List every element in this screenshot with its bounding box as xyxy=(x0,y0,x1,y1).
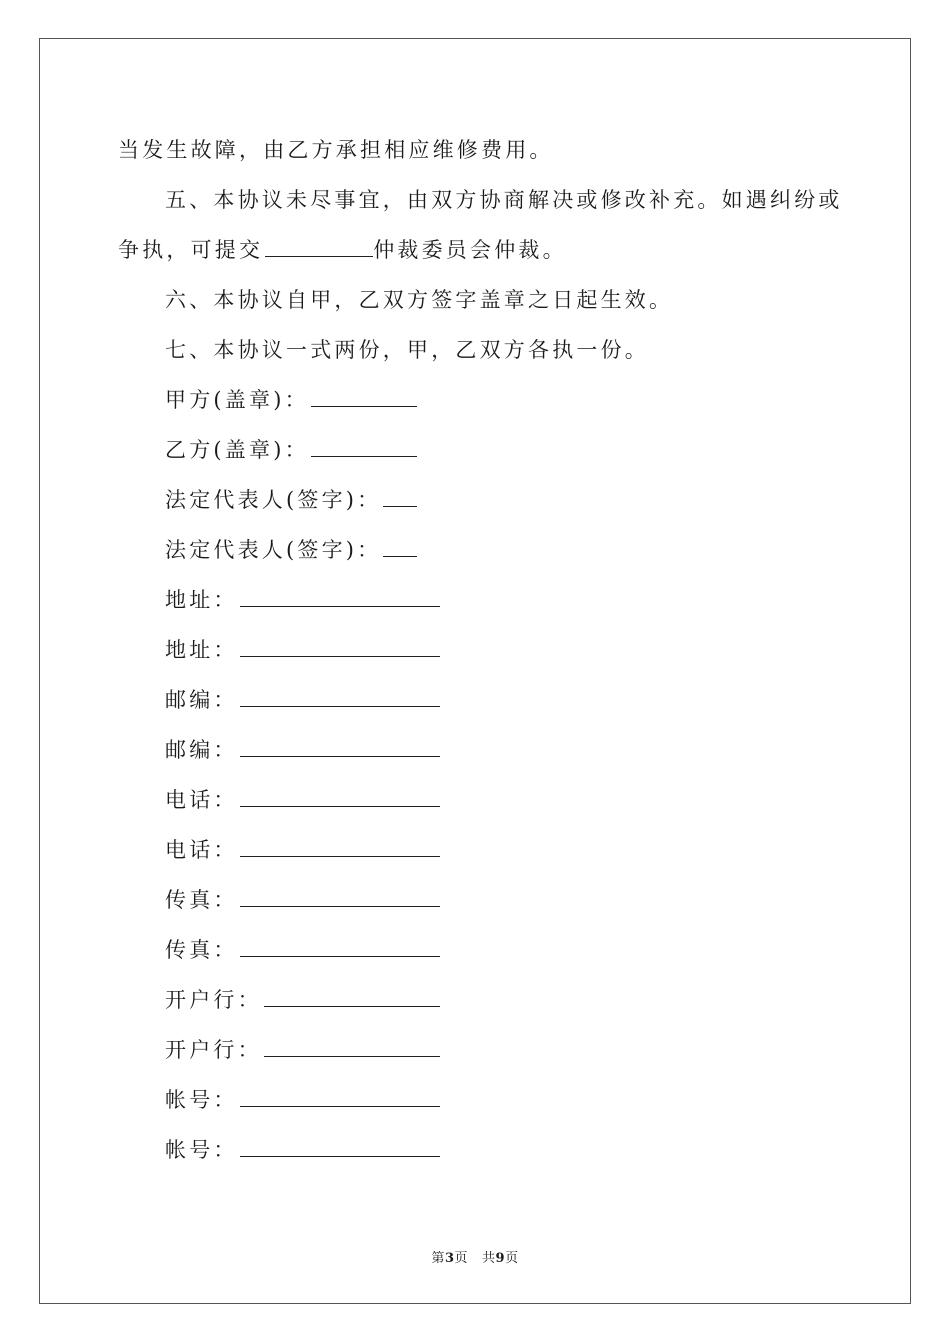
field-label: 地址： xyxy=(165,588,238,612)
field-blank[interactable] xyxy=(311,386,417,407)
paragraph-6-text: 六、本协议自甲，乙双方签字盖章之日起生效。 xyxy=(165,288,674,312)
field-blank[interactable] xyxy=(311,436,417,457)
field-label: 法定代表人(签字)： xyxy=(165,538,382,562)
field-blank[interactable] xyxy=(240,636,440,657)
field-label: 电话： xyxy=(165,838,238,862)
field-label: 传真： xyxy=(165,938,238,962)
field-label: 邮编： xyxy=(165,738,238,762)
field-address-a xyxy=(165,586,440,614)
paragraph-1-text: 当发生故障，由乙方承担相应维修费用。 xyxy=(118,138,554,162)
paragraph-5-line-2 xyxy=(118,236,567,264)
field-blank[interactable] xyxy=(264,1036,440,1057)
page-suffix: 页 xyxy=(454,1251,468,1266)
field-blank[interactable] xyxy=(240,836,440,857)
field-phone-b xyxy=(165,836,440,864)
paragraph-5-text: 五、本协议未尽事宜，由双方协商解决或修改补充。如遇纠纷或 xyxy=(165,188,843,212)
field-account-b xyxy=(165,1136,440,1164)
paragraph-5-pre-text: 争执，可提交 xyxy=(118,238,264,262)
paragraph-5-post-text: 仲裁委员会仲裁。 xyxy=(373,238,567,262)
field-postcode-b xyxy=(165,736,440,764)
arbitration-blank[interactable] xyxy=(265,236,373,257)
field-blank[interactable] xyxy=(240,1136,440,1157)
page-total: 9 xyxy=(495,1251,506,1266)
field-label: 帐号： xyxy=(165,1138,238,1162)
field-postcode-a xyxy=(165,686,440,714)
field-label: 开户行： xyxy=(165,988,262,1012)
field-label: 邮编： xyxy=(165,688,238,712)
field-fax-a xyxy=(165,886,440,914)
field-blank[interactable] xyxy=(240,786,440,807)
field-bank-a xyxy=(165,986,440,1014)
field-account-a xyxy=(165,1086,440,1114)
field-fax-b xyxy=(165,936,440,964)
page-current: 3 xyxy=(444,1251,455,1266)
field-blank[interactable] xyxy=(383,486,417,507)
field-label: 电话： xyxy=(165,788,238,812)
paragraph-6 xyxy=(165,286,673,314)
field-label: 法定代表人(签字)： xyxy=(165,488,382,512)
field-legal-rep-a xyxy=(165,486,417,514)
paragraph-1 xyxy=(118,136,554,164)
total-prefix: 共 xyxy=(482,1251,496,1266)
field-legal-rep-b xyxy=(165,536,417,564)
field-address-b xyxy=(165,636,440,664)
field-blank[interactable] xyxy=(240,886,440,907)
field-label: 传真： xyxy=(165,888,238,912)
page-border xyxy=(39,38,911,1304)
paragraph-7 xyxy=(165,336,649,364)
paragraph-7-text: 七、本协议一式两份，甲，乙双方各执一份。 xyxy=(165,338,649,362)
field-party-a-seal xyxy=(165,386,417,414)
field-label: 甲方(盖章)： xyxy=(165,388,309,412)
field-blank[interactable] xyxy=(240,686,440,707)
field-blank[interactable] xyxy=(240,1086,440,1107)
field-blank[interactable] xyxy=(383,536,417,557)
field-bank-b xyxy=(165,1036,440,1064)
paragraph-5-line-1 xyxy=(165,186,843,214)
field-blank[interactable] xyxy=(240,736,440,757)
field-blank[interactable] xyxy=(240,586,440,607)
field-blank[interactable] xyxy=(240,936,440,957)
page-prefix: 第 xyxy=(431,1251,445,1266)
field-phone-a xyxy=(165,786,440,814)
field-label: 开户行： xyxy=(165,1038,262,1062)
field-label: 乙方(盖章)： xyxy=(165,438,309,462)
total-suffix: 页 xyxy=(505,1251,519,1266)
field-label: 帐号： xyxy=(165,1088,238,1112)
field-label: 地址： xyxy=(165,638,238,662)
field-blank[interactable] xyxy=(264,986,440,1007)
field-party-b-seal xyxy=(165,436,417,464)
page-footer xyxy=(0,1247,950,1266)
